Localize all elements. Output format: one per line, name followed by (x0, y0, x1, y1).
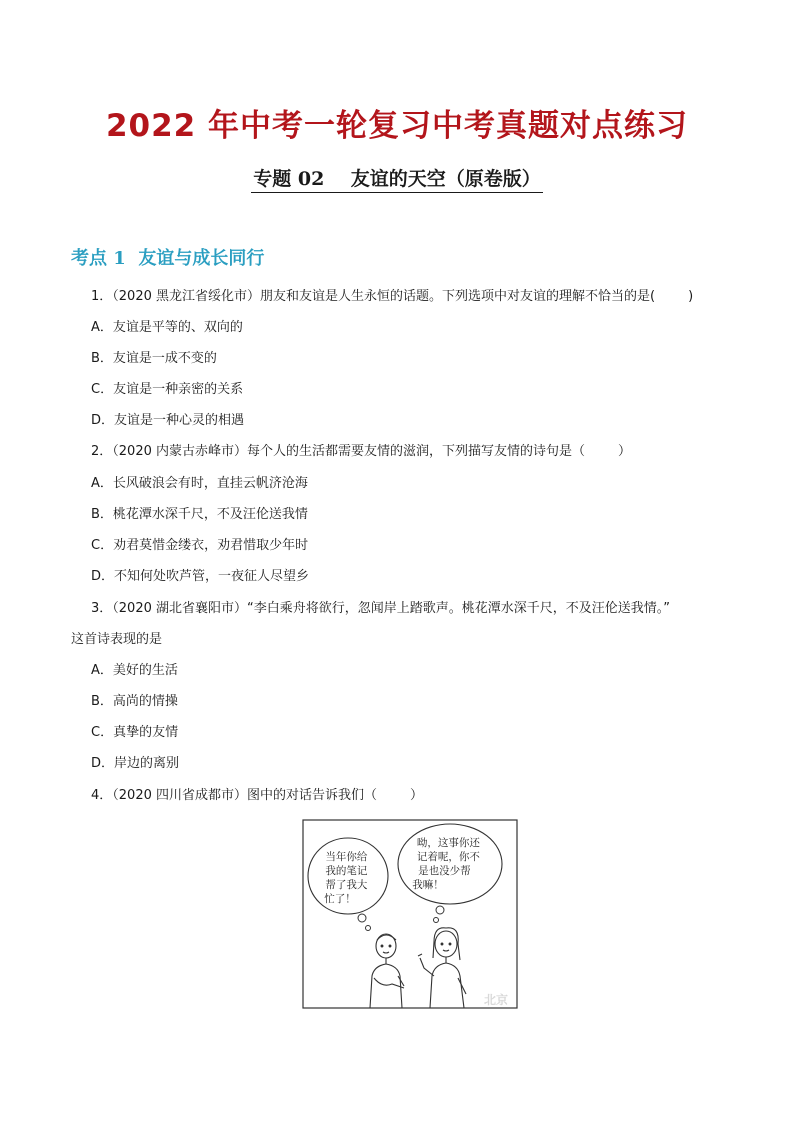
left-bubble-line-3: 帮了我大 (325, 879, 368, 891)
question-3-stem: 3．（2020 湖北省襄阳市）“李白乘舟将欲行，忽闻岸上踏歌声。桃花潭水深千尺，不及汪伦送我情。” (91, 601, 670, 616)
right-bubble-line-1: 呦，这事你还 (416, 837, 480, 849)
question-1-option-d: D．友谊是一种心灵的相遇 (91, 413, 245, 428)
question-3-stem-continued: 这首诗表现的是 (71, 632, 163, 647)
question-1-option-c: C．友谊是一种亲密的关系 (91, 382, 244, 397)
right-bubble-line-3: 是也没少帮 (418, 865, 471, 877)
question-3-option-d: D．岸边的离别 (91, 756, 180, 771)
girl-figure (418, 928, 466, 1008)
left-bubble-line-4: 忙了！ (324, 893, 356, 905)
question-2-stem: 2．（2020 内蒙古赤峰市）每个人的生活都需要友情的滋润，下列描写友情的诗句是（ ） (91, 444, 632, 459)
question-3-option-b: B．高尚的情操 (91, 694, 178, 709)
watermark-text: 北京 (483, 993, 509, 1007)
left-bubble-line-1: 当年你给 (325, 851, 368, 863)
question-2-option-a: A．长风破浪会有时，直挂云帆济沧海 (91, 476, 308, 491)
right-thought-bubble (398, 824, 502, 904)
question-1-stem: 1．（2020 黑龙江省绥化市）朋友和友谊是人生永恒的话题。下列选项中对友谊的理解不恰当的是( ) (91, 289, 694, 304)
question-4-stem: 4．（2020 四川省成都市）图中的对话告诉我们（ ） (91, 788, 424, 803)
question-2-option-b: B．桃花潭水深千尺，不及汪伦送我情 (91, 507, 308, 522)
subtitle: 专题 02 友谊的天空（原卷版） (251, 166, 543, 193)
question-3-option-c: C．真挚的友情 (91, 725, 179, 740)
subtitle-container (0, 166, 794, 193)
question-2-option-c: C．劝君莫惜金缕衣，劝君惜取少年时 (91, 538, 309, 553)
question-2-option-d: D．不知何处吹芦管，一夜征人尽望乡 (91, 569, 310, 584)
right-bubble-dot-2 (434, 918, 439, 923)
left-bubble-dot-1 (358, 914, 366, 922)
question-1-option-b: B．友谊是一成不变的 (91, 351, 217, 366)
left-bubble-dot-2 (366, 926, 371, 931)
section-heading: 考点 1 友谊与成长同行 (71, 248, 265, 269)
question-3-option-a: A．美好的生活 (91, 663, 178, 678)
boy-figure (370, 934, 404, 1008)
right-bubble-line-4: 我嘛！ (412, 879, 444, 891)
question-1-option-a: A．友谊是平等的、双向的 (91, 320, 243, 335)
left-bubble-line-2: 我的笔记 (325, 865, 368, 877)
right-bubble-dot-1 (436, 906, 444, 914)
cartoon-illustration (300, 818, 520, 1010)
right-bubble-line-2: 记着呢，你不 (416, 851, 480, 863)
main-title: 2022 年中考一轮复习中考真题对点练习 (105, 108, 689, 144)
